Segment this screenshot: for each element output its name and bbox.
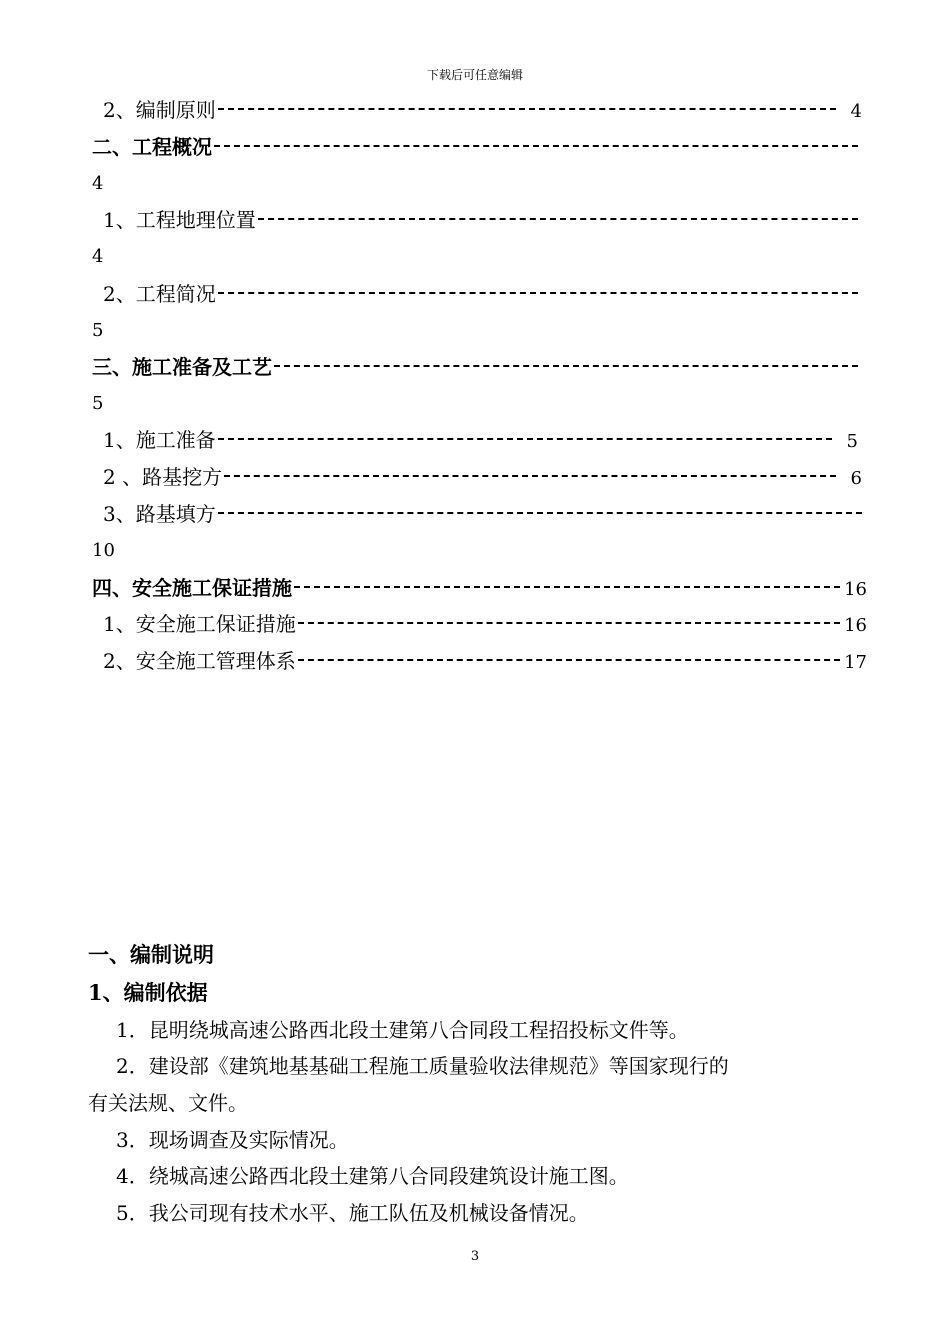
toc-leader [274, 365, 858, 367]
toc-entry-label: 2、安全施工管理体系 [103, 649, 296, 673]
toc-entry-label: 3、路基填方 [103, 502, 216, 526]
toc-entry-page: 5 [92, 393, 104, 414]
basis-item: 4．绕城高速公路西北段土建第八合同段建筑设计施工图。 [116, 1164, 629, 1188]
basis-item-continuation: 有关法规、文件。 [88, 1091, 248, 1115]
section-title: 一、编制说明 [88, 942, 214, 967]
toc-entry[interactable] [92, 576, 867, 600]
toc-entry-page: 5 [846, 431, 858, 452]
toc-entry[interactable] [92, 428, 858, 452]
toc-entry-label: 2 、路基挖方 [103, 465, 223, 489]
toc-leader [298, 659, 840, 661]
toc-entry[interactable] [92, 98, 862, 122]
toc-entry[interactable] [92, 208, 862, 232]
section-subtitle: 1、编制依据 [88, 980, 208, 1005]
basis-item: 1．昆明绕城高速公路西北段土建第八合同段工程招投标文件等。 [116, 1018, 689, 1042]
basis-item: 2．建设部《建筑地基基础工程施工质量验收法律规范》等国家现行的 [116, 1054, 729, 1078]
toc-entry-page: 4 [850, 101, 862, 122]
toc-entry-page: 4 [92, 246, 104, 267]
toc-entry-page: 17 [844, 652, 867, 673]
basis-item: 5．我公司现有技术水平、施工队伍及机械设备情况。 [116, 1201, 589, 1225]
toc-entry-label: 1、施工准备 [103, 428, 216, 452]
toc-entry-label: 1、工程地理位置 [103, 208, 256, 232]
toc-leader [258, 218, 858, 220]
toc-entry-label: 二、工程概况 [92, 135, 212, 159]
toc-leader [218, 292, 858, 294]
toc-entry[interactable] [92, 502, 866, 526]
toc-leader [218, 512, 862, 514]
toc-entry-page: 6 [850, 468, 862, 489]
toc-entry-label: 1、安全施工保证措施 [103, 612, 296, 636]
toc-entry-label: 2、编制原则 [103, 98, 216, 122]
basis-item: 3．现场调查及实际情况。 [116, 1128, 349, 1152]
toc-entry-page: 16 [844, 615, 867, 636]
page-header: 下载后可任意编辑 [426, 68, 523, 82]
toc-entry-label: 2、工程简况 [103, 282, 216, 306]
toc-leader [224, 475, 836, 477]
toc-leader [294, 586, 840, 588]
toc-entry[interactable] [92, 649, 867, 673]
toc-entry-page: 10 [92, 540, 115, 561]
toc-entry[interactable] [92, 612, 867, 636]
toc-entry[interactable] [92, 135, 862, 159]
toc-leader [298, 622, 840, 624]
toc-leader [214, 145, 858, 147]
toc-entry[interactable] [92, 282, 862, 306]
toc-entry-label: 四、安全施工保证措施 [92, 576, 292, 600]
toc-entry-page: 16 [844, 579, 867, 600]
toc-entry[interactable] [92, 465, 862, 489]
toc-leader [218, 108, 836, 110]
toc-entry-page: 5 [92, 320, 104, 341]
page-number: 3 [470, 1249, 480, 1264]
toc-entry-label: 三、施工准备及工艺 [92, 355, 272, 379]
toc-entry-page: 4 [92, 173, 104, 194]
toc-entry[interactable] [92, 355, 862, 379]
toc-leader [218, 438, 832, 440]
